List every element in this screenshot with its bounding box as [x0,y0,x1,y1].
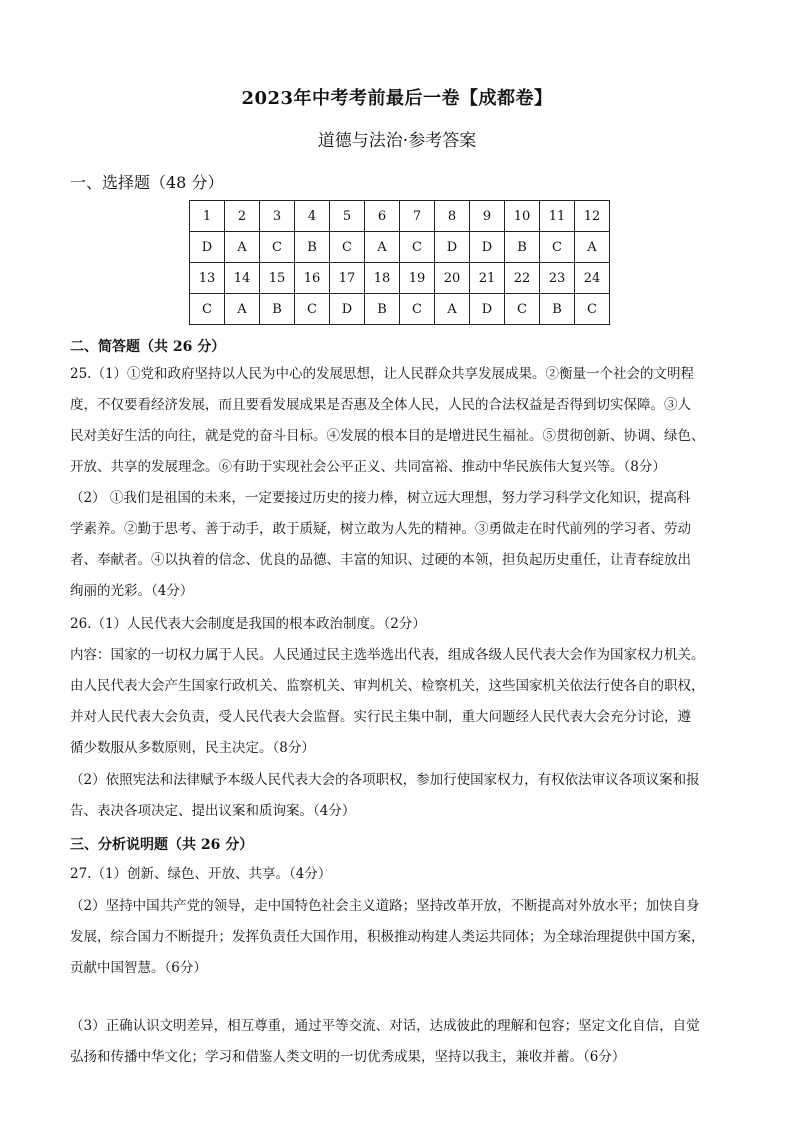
text-line: 弘扬和传播中华文化；学习和借鉴人类文明的一切优秀成果，坚持以我主，兼收并蓄。（6分） [70,1049,626,1065]
answer-cell: B [295,232,330,263]
question-number-cell: 23 [540,263,575,294]
answer-26-2 [70,765,722,827]
answer-cell: B [260,294,295,325]
answer-cell: D [470,232,505,263]
page-subtitle: 道德与法治·参考答案 [317,131,477,151]
page-title: 2023年中考考前最后一卷【成都卷】 [241,88,553,109]
question-number-cell: 6 [365,201,400,232]
text-line: （2）依照宪法和法律赋予本级人民代表大会的各项职权，参加行使国家权力，有权依法审议各项议案和报 [70,772,700,788]
answer-row [190,232,610,263]
question-number-cell: 11 [540,201,575,232]
text-line: 度，不仅要看经济发展，而且要看发展成果是否惠及全体人民，人民的合法权益是否得到切实保障。③人 [70,397,691,413]
answer-cell: A [435,294,470,325]
text-line: 者、奉献者。④以执着的信念、优良的品德、丰富的知识、过硬的本领，担负起历史重任，让青春绽放出 [70,552,691,568]
question-number-cell: 10 [505,201,540,232]
multiple-choice-answer-table [189,200,610,325]
answer-cell: C [540,232,575,263]
question-number-cell: 19 [400,263,435,294]
text-line: 26.（1）人民代表大会制度是我国的根本政治制度。（2分） [70,616,426,632]
question-number-cell: 4 [295,201,330,232]
answer-cell: A [225,232,260,263]
text-line: （2）坚持中国共产党的领导，走中国特色社会主义道路；坚持改革开放，不断提高对外放水平；加快自身 [70,898,700,914]
question-number-cell: 2 [225,201,260,232]
question-number-cell: 16 [295,263,330,294]
question-number-cell: 5 [330,201,365,232]
text-line: 学素养。②勤于思考、善于动手，敢于质疑，树立敢为人先的精神。③勇做走在时代前列的学习者、劳动 [70,521,691,537]
text-line: 内容：国家的一切权力属于人民。人民通过民主选举选出代表，组成各级人民代表大会作为国家权力机关。 [70,647,705,663]
text-line: 贡献中国智慧。（6分） [70,960,207,976]
answer-25-1 [70,359,722,483]
section1-heading: 一、选择题（48 分） [70,173,224,192]
text-line: 告、表决各项决定、提出议案和质询案。（4分） [70,803,356,819]
question-number-cell: 22 [505,263,540,294]
answer-cell: B [365,294,400,325]
answer-cell: C [295,294,330,325]
text-line: （3）正确认识文明差异，相互尊重，通过平等交流、对话，达成彼此的理解和包容；坚定文化自信，自觉 [70,1018,700,1034]
answer-cell: A [575,232,610,263]
question-number-cell: 17 [330,263,365,294]
section2-heading: 二、简答题（共 26 分） [70,339,226,355]
text-line: 由人民代表大会产生国家行政机关、监察机关、审判机关、检察机关，这些国家机关依法行使各自的职权， [70,678,705,694]
question-number-cell: 3 [260,201,295,232]
question-number-cell: 21 [470,263,505,294]
answer-27-2 [70,891,722,984]
text-line: 25.（1）①党和政府坚持以人民为中心的发展思想，让人民群众共享发展成果。②衡量一个社会的文明程 [70,366,695,382]
answer-cell: A [225,294,260,325]
answer-cell: D [190,232,225,263]
answer-cell: B [505,232,540,263]
answer-row [190,294,610,325]
question-number-cell: 14 [225,263,260,294]
section3-heading: 三、分析说明题（共 26 分） [70,837,254,853]
answer-cell: C [190,294,225,325]
text-line: （2） ①我们是祖国的未来，一定要接过历史的接力棒，树立远大理想，努力学习科学文化知识，提高科 [70,490,691,506]
text-line: 发展，综合国力不断提升；发挥负责任大国作用，积极推动构建人类运共同体；为全球治理提供中国方案， [70,929,705,945]
answer-27-1 [70,859,722,890]
answer-cell: C [330,232,365,263]
question-number-cell: 24 [575,263,610,294]
question-number-cell: 9 [470,201,505,232]
answer-25-2 [70,483,722,607]
question-number-cell: 12 [575,201,610,232]
answer-cell: C [260,232,295,263]
answer-cell: D [470,294,505,325]
question-number-row [190,263,610,294]
question-number-row [190,201,610,232]
question-number-cell: 20 [435,263,470,294]
answer-cell: C [400,294,435,325]
answer-cell: D [330,294,365,325]
text-line: 27.（1）创新、绿色、开放、共享。（4分） [70,866,332,882]
answer-cell: A [365,232,400,263]
answer-cell: C [400,232,435,263]
answer-cell: D [435,232,470,263]
answer-26-1 [70,609,722,764]
question-number-cell: 15 [260,263,295,294]
text-line: 并对人民代表大会负责，受人民代表大会监督。实行民主集中制，重大问题经人民代表大会充分讨论，遵 [70,709,691,725]
question-number-cell: 8 [435,201,470,232]
answer-27-3 [70,1011,722,1073]
question-number-cell: 18 [365,263,400,294]
question-number-cell: 1 [190,201,225,232]
question-number-cell: 13 [190,263,225,294]
text-line: 民对美好生活的向往，就是党的奋斗目标。④发展的根本目的是增进民生福祉。⑤贯彻创新、协调、绿色、 [70,428,705,444]
text-line: 循少数服从多数原则，民主决定。（8分） [70,740,315,756]
text-line: 绚丽的光彩。（4分） [70,583,194,599]
text-line: 开放、共享的发展理念。⑥有助于实现社会公平正义、共同富裕、推动中华民族伟大复兴等。（8分） [70,459,666,475]
answer-cell: C [505,294,540,325]
answer-cell: B [540,294,575,325]
answer-cell: C [575,294,610,325]
question-number-cell: 7 [400,201,435,232]
